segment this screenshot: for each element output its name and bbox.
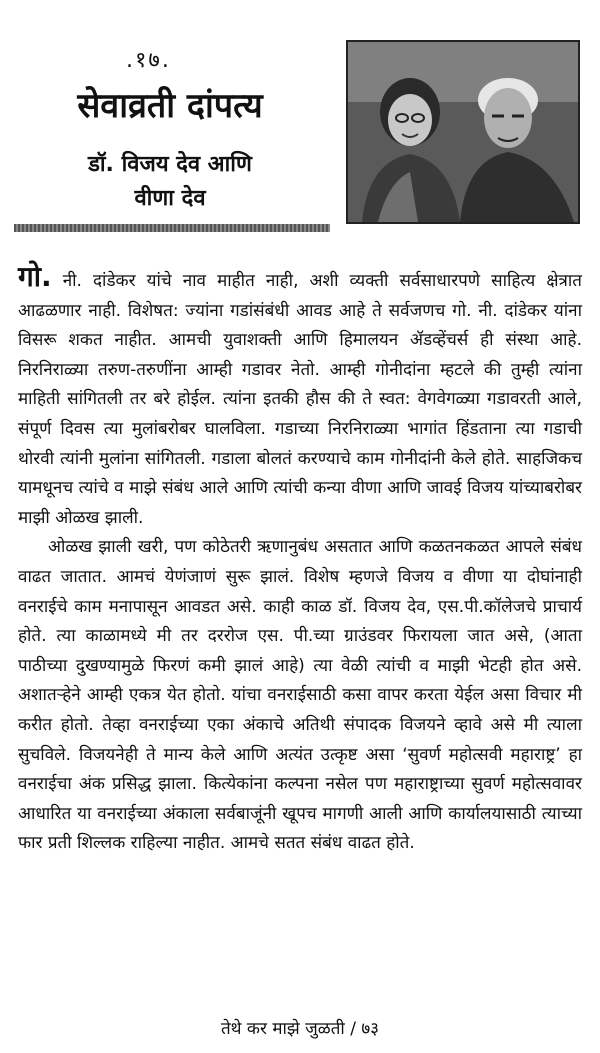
chapter-header [0,0,600,240]
couple-photo-icon [348,42,578,222]
drop-cap: गो. [18,260,52,293]
couple-photo [346,40,580,224]
header-divider [14,224,330,232]
chapter-number: .१७. [126,48,171,73]
page-footer: तेथे कर माझे जुळती / ७३ [220,1019,380,1039]
chapter-title: सेवाव्रती दांपत्य [77,86,263,126]
article-body [18,262,582,859]
paragraph-2: ओळख झाली खरी, पण कोठेतरी ऋणानुबंध असतात आणि कळतनकळत आपले संबंध वाढत जातात. आमचं येणंजाणं सुरू झालं. विशेष म्हणजे विजय व वीणा या दोघांनाही वनराईचे काम मनापासून आवडत असे. काही काळ डॉ. विजय देव, एस.पी.कॉलेजचे प्राचार्य होते. त्या काळामध्ये मी तर दररोज एस. पी.च्या ग्राउंडवर फिरायला जात असे, (आता पाठीच्या दुखण्यामुळे फिरणं कमी झालं आहे) त्या वेळी त्यांची व माझी भेटही होत असे. अशातऱ्हेने आम्ही एकत्र येत होतो. यांचा वनराईसाठी कसा वापर करता येईल असा विचार मी करीत होतो. तेव्हा वनराईच्या एका अंकाचे अतिथी संपादक विजयने व्हावे असे मी त्याला सुचविले. विजयनेही ते मान्य केले आणि अत्यंत उत्कृष्ट असा ‘सुवर्ण महोत्सवी महाराष्ट्र’ हा वनराईचा अंक प्रसिद्ध झाला. कित्येकांना कल्पना नसेल पण महाराष्ट्राच्या सुवर्ण महोत्सवावर आधारित या वनराईच्या अंकाला सर्वबाजूंनी खूपच मागणी आली आणि कार्यालयासाठी त्याच्या फार प्रती शिल्लक राहिल्या नाहीत. आमचे सतत संबंध वाढत होते. [18,537,582,854]
chapter-subtitle [40,148,300,216]
paragraph-1 [18,262,582,533]
subtitle-line-2: वीणा देव [134,186,206,211]
subtitle-line-1: डॉ. विजय देव आणि [88,152,252,177]
paragraph-1-text: नी. दांडेकर यांचे नाव माहीत नाही, अशी व्यक्ती सर्वसाधारपणे साहित्य क्षेत्रात आढळणार नाही. विशेषत: ज्यांना गडांसंबंधी आवड आहे ते सर्वजणच गो. नी. दांडेकर यांना विसरू शकत नाहीत. आमची युवाशक्ती आणि हिमालयन ॲडव्हेंचर्स ही संस्था आहे. निरनिराळ्या तरुण-तरुणींना आम्ही गडावर नेतो. आम्ही गोनीदांना म्हटले की तुम्ही त्यांना माहिती सांगितली तर बरे होईल. त्यांना इतकी हौस की ते स्वत: वेगवेगळ्या गडावरती आले, संपूर्ण दिवस त्या मुलांबरोबर घालविला. गडाच्या निरनिराळ्या भागांत हिंडताना त्या गडाची थोरवी त्यांनी मुलांना सांगितली. गडाला बोलतं करण्याचे काम गोनीदांनी केले होते. साहजिकच यामधूनच त्यांचे व माझे संबंध आले आणि त्यांची कन्या वीणा आणि जावई विजय यांच्याबरोबर माझी ओळख झाली. [18,271,582,528]
